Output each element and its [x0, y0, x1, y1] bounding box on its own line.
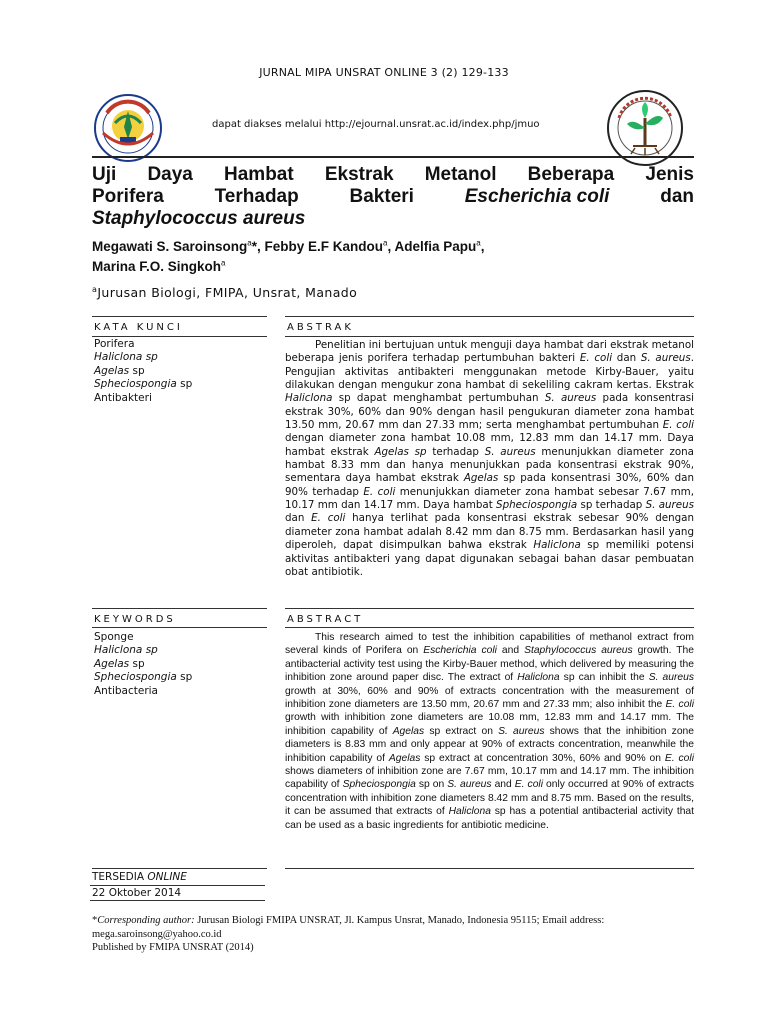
rule: [92, 608, 267, 609]
keywords-list: [94, 631, 192, 698]
author-list: [92, 237, 484, 277]
keyword: Antibakteri: [94, 391, 152, 404]
keywords-heading: KEYWORDS: [94, 614, 176, 625]
rule: [90, 900, 265, 901]
abstract-heading: ABSTRACT: [287, 614, 364, 625]
article-title: [92, 164, 694, 230]
title-word: Uji: [92, 164, 117, 185]
title-species-e-coli: Escherichia coli: [464, 186, 610, 207]
affiliation-marker: a: [247, 238, 252, 248]
author-name: Marina F.O. Singkoh: [92, 259, 222, 274]
author-name: , Adelfia Papu: [387, 239, 477, 254]
available-online: [92, 871, 265, 901]
available-label: TERSEDIA ONLINE: [92, 871, 187, 883]
title-word: Daya: [147, 164, 193, 185]
separator: ,: [480, 239, 485, 254]
keyword: Haliclona sp: [94, 351, 158, 364]
keyword: Porifera: [94, 338, 135, 350]
footnote: [92, 914, 694, 955]
title-word: Hambat: [224, 164, 294, 185]
keyword: Sponge: [94, 631, 134, 643]
access-url-text: dapat diakses melalui http://ejournal.unsrat.ac.id/index.php/jmuo: [212, 119, 540, 130]
header-rule: [92, 156, 694, 158]
affiliation-text: Jurusan Biologi, FMIPA, Unsrat, Manado: [97, 285, 358, 300]
affiliation-marker: a: [221, 258, 226, 268]
keyword: Spheciospongia sp: [94, 671, 193, 684]
author-name: , Febby E.F Kandou: [257, 239, 384, 254]
abstract-body: This research aimed to test the inhibition capabilities of methanol extract from several kinds of Porifera on Escherichia coli and Staphylococcus aureus growth. The antibacterial activity test using the Kirby-Bauer method, which delivered by measuring the inhibition zone around paper disc. The extract of Haliclona sp can inhibit the S. aureus growth at 30%, 60% and 90% of extracts concentration with the measurement of inhibition zone diameters are 13.50 mm, 20.67 mm and 27.33 mm; also inhibit the E. coli growth with inhibition zone diameters are 10.08 mm, 12.83 mm and 14.17 mm. The inhibition capability of Agelas sp extract on S. aureus shows that the inhibition zone diameters is 8.83 mm and only appear at 90% of extracts concentration, meanwhile the inhibition capability of Agelas sp extract at concentration 30%, 60% and 90% on E. coli shows diameters of inhibition zone are 7.67 mm, 10.17 mm and 14.17 mm. The inhibition capability of Spheciospongia sp on S. aureus and E. coli only occurred at 90% of extracts concentration with inhibition zone diameters 8.42 mm and 8.75 mm. Based on the results, it can be assumed that extracts of Haliclona sp has a potential antibacterial activity that can be used as a basic ingredients for antibiotic medicine.: [285, 632, 695, 831]
title-word: dan: [660, 186, 694, 207]
rule: [92, 868, 267, 869]
title-line-2: [92, 186, 694, 208]
keyword: Agelas sp: [94, 364, 145, 377]
university-logo: [93, 93, 163, 163]
rule: [92, 336, 267, 337]
publisher-note: Published by FMIPA UNSRAT (2014): [92, 942, 254, 954]
title-word: Metanol: [424, 164, 497, 185]
available-date: 22 Oktober 2014: [92, 887, 182, 899]
rule: [285, 608, 694, 609]
corresponding-marker: *: [251, 239, 257, 254]
affiliation-marker: a: [92, 284, 98, 294]
abstrak-heading: ABSTRAK: [287, 322, 354, 333]
rule: [285, 868, 694, 869]
kata-kunci-heading: KATA KUNCI: [94, 322, 183, 333]
keyword: Haliclona sp: [94, 644, 158, 657]
title-word: Beberapa: [527, 164, 615, 185]
kata-kunci-list: [94, 338, 192, 405]
title-word: Ekstrak: [324, 164, 394, 185]
keyword: Spheciospongia sp: [94, 378, 193, 391]
affiliation-marker: a: [383, 238, 388, 248]
rule: [285, 336, 694, 337]
title-species-s-aureus: Staphylococcus aureus: [92, 208, 306, 229]
rule: [92, 627, 267, 628]
title-word: Terhadap: [214, 186, 299, 207]
keyword: Agelas sp: [94, 657, 145, 670]
keyword: Antibacteria: [94, 684, 158, 697]
author-name: Megawati S. Saroinsong: [92, 239, 248, 254]
corresponding-author-note: *Corresponding author: Jurusan Biologi FMIPA UNSRAT, Jl. Kampus Unsrat, Manado, Indonesia 95115; Email address: mega.saroinsong@yahoo.co.id: [92, 915, 605, 940]
title-line-3: [92, 208, 694, 230]
title-word: Porifera: [92, 186, 164, 207]
title-word: Bakteri: [349, 186, 414, 207]
affiliation: [92, 285, 357, 300]
affiliation-marker: a: [476, 238, 481, 248]
rule: [285, 316, 694, 317]
rule: [285, 627, 694, 628]
title-word: Jenis: [645, 164, 694, 185]
rule: [92, 316, 267, 317]
journal-header: JURNAL MIPA UNSRAT ONLINE 3 (2) 129-133: [259, 66, 509, 79]
abstrak-body: Penelitian ini bertujuan untuk menguji daya hambat dari ekstrak metanol beberapa jenis porifera terhadap pertumbuhan bakteri E. coli dan S. aureus. Pengujian aktivitas antibakteri menggunakan metode Kirby-Bauer, yaitu dilakukan dengan mengukur zona hambat di sekeliling cakram kertas. Ekstrak Haliclona sp dapat menghambat pertumbuhan S. aureus pada konsentrasi ekstrak 30%, 60% dan 90% dengan hasil pengukuran diameter zona hambat 13.50 mm, 20.67 mm dan 27.33 mm; serta menghambat pertumbuhan E. coli dengan diameter zona hambat 10.08 mm, 12.83 mm dan 14.17 mm. Daya hambat ekstrak Agelas sp terhadap S. aureus menunjukkan diameter zona hambat 8.33 mm dan hanya menunjukkan pada konsentrasi ekstrak 90%, sementara daya hambat ekstrak Agelas sp pada konsentrasi 30%, 60% dan 90% terhadap E. coli menunjukkan diameter zona hambat sebesar 7.67 mm, 10.17 mm dan 14.17 mm. Daya hambat Spheciospongia sp terhadap S. aureus dan E. coli hanya terlihat pada konsentrasi ekstrak sebesar 90% dengan diameter zona hambat adalah 8.42 mm dan 8.75 mm. Berdasarkan hasil yang diperoleh, dapat disimpulkan bahwa ekstrak Haliclona sp memiliki potensi aktivitas antibakteri yang dapat digunakan sebagai bahan dasar pembuatan obat antibiotik.: [285, 339, 694, 578]
email-link[interactable]: mega.saroinsong@yahoo.co.id: [92, 928, 222, 940]
title-line-1: [92, 164, 694, 186]
rule: [90, 885, 265, 886]
